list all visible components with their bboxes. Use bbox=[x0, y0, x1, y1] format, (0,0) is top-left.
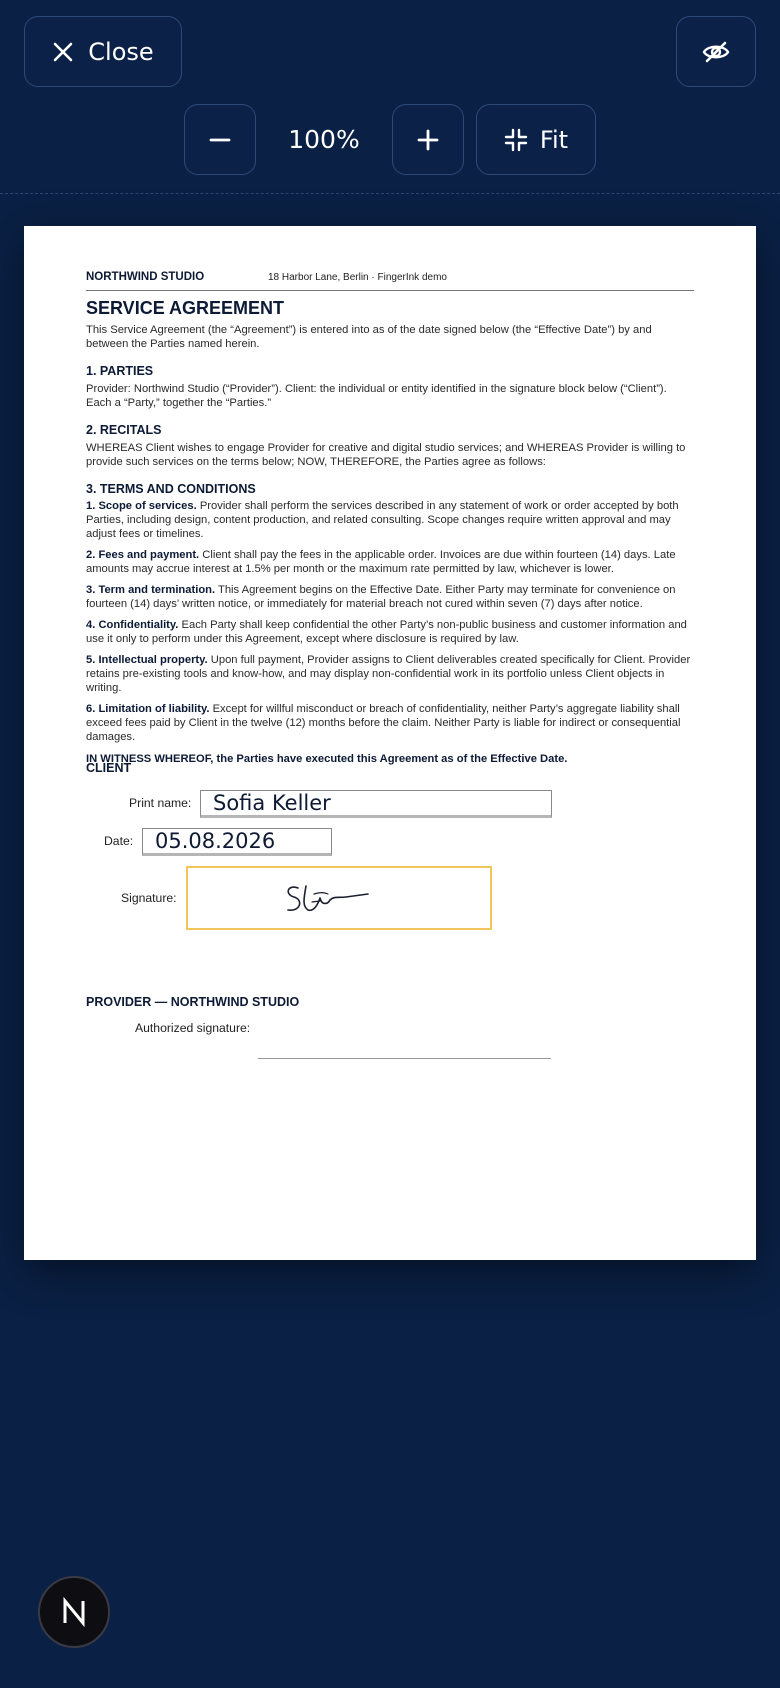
term-label: 3. Term and termination. bbox=[86, 584, 216, 596]
term-ip bbox=[86, 653, 694, 695]
section-heading-terms: 3. TERMS AND CONDITIONS bbox=[86, 482, 256, 496]
witness-statement: IN WITNESS WHEREOF, the Parties have executed this Agreement as of the Effective Date. bbox=[86, 753, 568, 765]
company-address: 18 Harbor Lane, Berlin · FingerInk demo bbox=[268, 271, 447, 283]
term-label: 2. Fees and payment. bbox=[86, 549, 200, 561]
n-logo-icon bbox=[59, 1597, 89, 1627]
authorized-signature-line[interactable] bbox=[258, 1058, 551, 1059]
term-text: Provider shall perform the services described in any statement of work or order accepted by both Parties, including design, content production, and related consulting. Scope changes require written approval and may adjust fees or timelines. bbox=[86, 500, 679, 540]
zoom-level: 100% bbox=[288, 125, 360, 154]
fit-button[interactable] bbox=[476, 104, 596, 175]
document-title: SERVICE AGREEMENT bbox=[86, 298, 285, 318]
term-text: Except for willful misconduct or breach of confidentiality, neither Party’s aggregate liability shall exceed fees paid by Client in the twelve (12) months before the claim. Neither Party is liable for indirect or consequential damages. bbox=[86, 703, 681, 743]
fit-label: Fit bbox=[539, 125, 569, 154]
print-name-label: Print name: bbox=[129, 796, 192, 810]
eye-off-icon bbox=[702, 40, 730, 64]
term-text: Each Party shall keep confidential the other Party’s non-public business and customer information and use it only to perform under this Agreement, except where disclosure is required by law. bbox=[86, 619, 687, 645]
term-liability bbox=[86, 702, 694, 744]
client-heading: CLIENT bbox=[86, 761, 132, 775]
document-page bbox=[24, 226, 756, 1260]
signature-image bbox=[188, 868, 490, 928]
intro-paragraph: This Service Agreement (the “Agreement”) is entered into as of the date signed below (the “Effective Date”) by and between the Parties named herein. bbox=[86, 324, 652, 350]
authorized-signature-label: Authorized signature: bbox=[135, 1021, 251, 1035]
close-label: Close bbox=[88, 37, 154, 66]
term-label: 5. Intellectual property. bbox=[86, 654, 208, 666]
term-fees bbox=[86, 548, 694, 576]
app-logo-button[interactable] bbox=[38, 1576, 110, 1648]
section-heading-parties: 1. PARTIES bbox=[86, 364, 154, 378]
toggle-visibility-button[interactable] bbox=[676, 16, 756, 87]
signature-label: Signature: bbox=[121, 891, 177, 905]
document-header bbox=[86, 264, 694, 291]
term-termination bbox=[86, 583, 694, 611]
close-icon bbox=[52, 41, 74, 63]
section-text-recitals: WHEREAS Client wishes to engage Provider for creative and digital studio services; and WHEREAS Provider is willing to provide such services on the terms below; NOW, THEREFORE, the Parties agree as follows: bbox=[86, 442, 686, 468]
zoom-in-button[interactable] bbox=[392, 104, 464, 175]
plus-icon bbox=[417, 129, 439, 151]
date-field[interactable]: 05.08.2026 bbox=[142, 828, 332, 856]
term-text: Client shall pay the fees in the applicable order. Invoices are due within fourteen (14) days. Late amounts may accrue interest at 1.5% per month or the maximum rate permitted by law, whichever is lower. bbox=[86, 549, 676, 575]
term-label: 1. Scope of services. bbox=[86, 500, 197, 512]
term-label: 4. Confidentiality. bbox=[86, 619, 179, 631]
term-confidentiality bbox=[86, 618, 694, 646]
zoom-out-button[interactable] bbox=[184, 104, 256, 175]
viewer-toolbar bbox=[0, 0, 780, 194]
close-button[interactable] bbox=[24, 16, 182, 87]
provider-heading: PROVIDER — NORTHWIND STUDIO bbox=[86, 995, 300, 1009]
date-label: Date: bbox=[104, 834, 134, 848]
term-scope bbox=[86, 499, 694, 541]
signature-field[interactable] bbox=[186, 866, 492, 930]
section-heading-recitals: 2. RECITALS bbox=[86, 423, 162, 437]
section-text-parties: Provider: Northwind Studio (“Provider”). Client: the individual or entity identified in the signature block below (“Client”). Each a “Party,” together the “Parties.” bbox=[86, 383, 667, 409]
document-body bbox=[86, 292, 694, 765]
term-label: 6. Limitation of liability. bbox=[86, 703, 210, 715]
term-text: Upon full payment, Provider assigns to Client deliverables created specifically for Client. Provider retains pre-existing tools and know-how, and may display non-confidential work in its portfolio unless Client objects in writing. bbox=[86, 654, 691, 694]
minus-icon bbox=[209, 129, 231, 151]
print-name-field[interactable]: Sofia Keller bbox=[200, 790, 552, 818]
term-text: This Agreement begins on the Effective Date. Either Party may terminate for convenience on fourteen (14) days’ written notice, or immediately for material breach not cured within seven (7) days after notice. bbox=[86, 584, 676, 610]
company-name: NORTHWIND STUDIO bbox=[86, 271, 205, 283]
collapse-icon bbox=[504, 128, 528, 152]
